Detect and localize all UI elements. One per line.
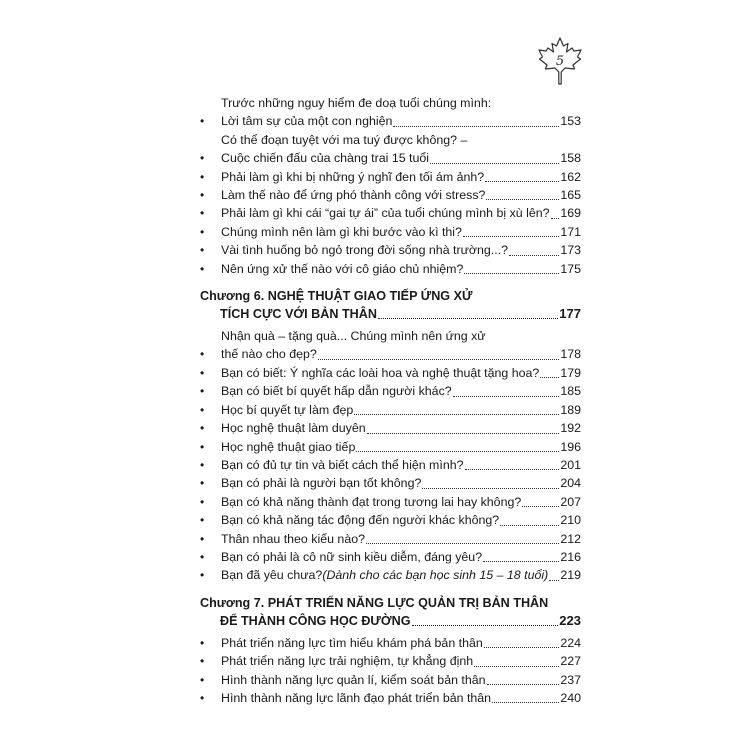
- entry-page-number: 171: [560, 224, 581, 239]
- entry-text: [221, 186, 581, 204]
- dot-leader: [393, 125, 559, 127]
- entry-text: [221, 168, 581, 186]
- toc-entry[interactable]: [200, 689, 581, 707]
- entry-page-number: 212: [560, 531, 581, 546]
- bullet-icon: •: [200, 531, 205, 546]
- entry-page-number: 219: [560, 568, 581, 583]
- chapter-title-line2: [200, 305, 581, 323]
- page-number: 5: [555, 54, 565, 69]
- entry-title: Vài tình huống bỏ ngỏ trong đời sống nhà trường...?: [221, 243, 509, 258]
- chapter-title-line2: [200, 612, 581, 630]
- chapter-heading[interactable]: [200, 287, 581, 323]
- dot-leader: [318, 358, 560, 360]
- entry-last-line: [221, 493, 581, 511]
- entry-page-number: 165: [560, 188, 581, 203]
- bullet-icon: •: [200, 513, 205, 528]
- dot-leader: [492, 701, 559, 703]
- entry-text: [221, 364, 581, 382]
- entry-title-line1: Nhận quà – tặng quà... Chúng mình nên ứng xử: [221, 329, 486, 344]
- entry-text: [221, 419, 581, 437]
- chapter-subtitle: TÍCH CỰC VỚI BẢN THÂN: [220, 307, 377, 322]
- entry-last-line: [221, 345, 581, 363]
- bullet-icon: •: [200, 690, 205, 705]
- entry-last-line: [221, 401, 581, 419]
- dot-leader: [485, 180, 559, 182]
- entry-text: [221, 223, 581, 241]
- entry-page-number: 207: [560, 494, 581, 509]
- toc-entry[interactable]: [200, 186, 581, 204]
- entry-last-line: [221, 223, 581, 241]
- chapter-page-number: 177: [559, 306, 581, 322]
- bullet-icon: •: [200, 224, 205, 239]
- entry-title: Làm thế nào để ứng phó thành công với stress?: [221, 188, 486, 203]
- dot-leader: [540, 376, 559, 378]
- toc-entry[interactable]: [200, 260, 581, 278]
- entry-title: Học nghệ thuật giao tiếp: [221, 439, 356, 454]
- toc-section: [200, 594, 581, 708]
- entry-text: [221, 634, 581, 652]
- entry-text: [221, 566, 581, 584]
- entry-last-line: [221, 204, 581, 222]
- entry-title: Hình thành năng lực lãnh đạo phát triển bản thân: [221, 690, 492, 705]
- toc-entry[interactable]: [200, 511, 581, 529]
- entry-last-line: [221, 456, 581, 474]
- entry-title: Nên ứng xử thế nào với cô giáo chủ nhiệm?: [221, 261, 464, 276]
- entry-title: Bạn có phải là người bạn tốt không?: [221, 476, 422, 491]
- dot-leader: [465, 468, 560, 470]
- entry-page-number: 169: [560, 206, 581, 221]
- entry-title: Phát triển năng lực trải nghiệm, tự khẳng định: [221, 654, 474, 669]
- chapter-title: Chương 7. PHÁT TRIỂN NĂNG LỰC QUẢN TRỊ BẢN THÂN: [200, 595, 549, 610]
- entry-title-line1: Trước những nguy hiểm đe doạ tuổi chúng mình:: [221, 96, 492, 110]
- entry-text: [221, 327, 581, 364]
- entry-title: Phải làm gì khi cái “gai tự ái” của tuổi chúng mình bị xù lên?: [221, 206, 550, 221]
- entry-title: Bạn có biết bí quyết hấp dẫn người khác?: [221, 384, 452, 399]
- bullet-icon: •: [200, 261, 205, 276]
- entry-title: Bạn có phải là cô nữ sinh kiều diễm, đáng yêu?: [221, 549, 483, 564]
- entry-last-line: [221, 149, 581, 167]
- dot-leader: [453, 395, 560, 397]
- toc-entry[interactable]: [200, 652, 581, 670]
- entry-last-line: [221, 419, 581, 437]
- entry-text: [221, 401, 581, 419]
- dot-leader: [356, 450, 559, 452]
- entry-text: [221, 493, 581, 511]
- entry-last-line: [221, 474, 581, 492]
- dot-leader: [378, 317, 558, 319]
- chapter-page-number: 223: [559, 612, 581, 628]
- entry-page-number: 175: [560, 261, 581, 276]
- dot-leader: [366, 542, 559, 544]
- bullet-icon: •: [200, 402, 205, 417]
- toc-entry[interactable]: [200, 382, 581, 400]
- entry-text: [221, 548, 581, 566]
- entry-page-number: 224: [560, 635, 581, 650]
- entry-text: [221, 94, 581, 131]
- entry-page-number: 178: [560, 347, 581, 362]
- bullet-icon: •: [200, 384, 205, 399]
- entry-title: Chúng mình nên làm gì khi bước vào kì thi?: [221, 224, 462, 239]
- entry-last-line: [221, 511, 581, 529]
- bullet-icon: •: [200, 188, 205, 203]
- dot-leader: [412, 624, 559, 626]
- dot-leader: [463, 235, 559, 237]
- bullet-icon: •: [200, 439, 205, 454]
- toc-entry[interactable]: [200, 456, 581, 474]
- toc-entry[interactable]: [200, 548, 581, 566]
- entry-last-line: [221, 186, 581, 204]
- bullet-icon: •: [200, 114, 205, 129]
- entry-text: [221, 260, 581, 278]
- entry-note: (Dành cho các bạn học sinh 15 – 18 tuổi): [322, 568, 549, 583]
- entry-last-line: [221, 652, 581, 670]
- dot-leader: [474, 665, 559, 667]
- bullet-icon: •: [200, 151, 205, 166]
- bullet-icon: •: [200, 347, 205, 362]
- dot-leader: [486, 198, 559, 200]
- bullet-icon: •: [200, 476, 205, 491]
- entry-title: Bạn có khả năng tác động đến người khác không?: [221, 513, 500, 528]
- bullet-icon: •: [200, 365, 205, 380]
- dot-leader: [354, 413, 559, 415]
- entry-title: Hình thành năng lực quản lí, kiểm soát bản thân: [221, 672, 486, 687]
- toc-entry[interactable]: [200, 634, 581, 652]
- toc-entry[interactable]: [200, 438, 581, 456]
- toc-entry[interactable]: [200, 493, 581, 511]
- entry-title: thế nào cho đẹp?: [221, 347, 317, 362]
- entry-title: Bạn đã yêu chưa?: [221, 568, 323, 583]
- dot-leader: [487, 683, 560, 685]
- entry-last-line: [221, 260, 581, 278]
- entry-page-number: 189: [560, 402, 581, 417]
- toc-entry[interactable]: [200, 223, 581, 241]
- entry-title: Lời tâm sự của một con nghiện: [221, 114, 393, 129]
- toc-entry[interactable]: [200, 327, 581, 364]
- entry-last-line: [221, 241, 581, 259]
- entry-text: [221, 652, 581, 670]
- entry-last-line: [221, 382, 581, 400]
- dot-leader: [549, 579, 559, 581]
- toc-section: [200, 287, 581, 585]
- toc-entry[interactable]: [200, 419, 581, 437]
- entry-page-number: 204: [560, 476, 581, 491]
- entry-title: Cuộc chiến đấu của chàng trai 15 tuổi: [221, 151, 430, 166]
- entry-title: Phát triển năng lực tìm hiểu khám phá bản thân: [221, 635, 483, 650]
- entry-last-line: [221, 566, 581, 584]
- entry-page-number: 153: [560, 114, 581, 129]
- toc-entry[interactable]: [200, 401, 581, 419]
- entry-last-line: [221, 671, 581, 689]
- entry-last-line: [221, 364, 581, 382]
- entry-text: [221, 530, 581, 548]
- dot-leader: [484, 646, 560, 648]
- entry-page-number: 158: [560, 151, 581, 166]
- entry-page-number: 196: [560, 439, 581, 454]
- entry-title: Bạn có đủ tự tin và biết cách thể hiện mình?: [221, 457, 464, 472]
- entry-page-number: 173: [560, 243, 581, 258]
- entry-last-line: [221, 548, 581, 566]
- toc-entry[interactable]: [200, 241, 581, 259]
- dot-leader: [551, 217, 560, 219]
- dot-leader: [367, 432, 560, 434]
- entry-last-line: [221, 530, 581, 548]
- bullet-icon: •: [200, 549, 205, 564]
- entry-page-number: 237: [560, 672, 581, 687]
- dot-leader: [422, 487, 559, 489]
- toc-section: [200, 94, 581, 278]
- dot-leader: [522, 505, 559, 507]
- entry-title-line1: Có thể đoạn tuyệt với ma tuý được không? –: [221, 132, 468, 147]
- entry-last-line: [221, 689, 581, 707]
- toc-entry[interactable]: [200, 671, 581, 689]
- entry-text: [221, 689, 581, 707]
- entry-title: Phải làm gì khi bị những ý nghĩ đen tối ám ảnh?: [221, 169, 485, 184]
- entry-title: Học nghệ thuật làm duyên: [221, 421, 366, 436]
- entry-page-number: 179: [560, 365, 581, 380]
- entry-page-number: 162: [560, 169, 581, 184]
- entry-title: Thân nhau theo kiểu nào?: [221, 531, 365, 546]
- entry-text: [221, 241, 581, 259]
- entry-text: [221, 671, 581, 689]
- entry-text: [221, 456, 581, 474]
- toc-entry[interactable]: [200, 530, 581, 548]
- entry-title: Bạn có khả năng thành đạt trong tương lai hay không?: [221, 494, 522, 509]
- entry-page-number: 216: [560, 549, 581, 564]
- entry-title: Học bí quyết tự làm đẹp: [221, 402, 354, 417]
- chapter-title: Chương 6. NGHỆ THUẬT GIAO TIẾP ỨNG XỬ: [200, 289, 473, 304]
- entry-last-line: [221, 438, 581, 456]
- dot-leader: [509, 254, 559, 256]
- toc-entry[interactable]: [200, 474, 581, 492]
- dot-leader: [483, 560, 559, 562]
- dot-leader: [464, 272, 559, 274]
- entry-page-number: 210: [560, 513, 581, 528]
- bullet-icon: •: [200, 169, 205, 184]
- entry-text: [221, 474, 581, 492]
- toc-entry[interactable]: [200, 364, 581, 382]
- entry-page-number: 201: [560, 457, 581, 472]
- dot-leader: [430, 162, 559, 164]
- entry-title: Bạn có biết: Ý nghĩa các loài hoa và nghệ thuật tặng hoa?: [221, 365, 540, 380]
- bullet-icon: •: [200, 672, 205, 687]
- toc-entry[interactable]: [200, 131, 581, 168]
- table-of-contents: [200, 94, 581, 707]
- bullet-icon: •: [200, 206, 205, 221]
- entry-page-number: 240: [560, 690, 581, 705]
- entry-text: [221, 438, 581, 456]
- entry-text: [221, 511, 581, 529]
- entry-page-number: 185: [560, 384, 581, 399]
- entry-text: [221, 131, 581, 168]
- entry-text: [221, 382, 581, 400]
- toc-entry[interactable]: [200, 168, 581, 186]
- bullet-icon: •: [200, 494, 205, 509]
- bullet-icon: •: [200, 457, 205, 472]
- toc-entry[interactable]: [200, 204, 581, 222]
- entry-last-line: [221, 168, 581, 186]
- entry-text: [221, 204, 581, 222]
- entry-last-line: [221, 634, 581, 652]
- entry-last-line: [221, 112, 581, 130]
- toc-entry[interactable]: [200, 566, 581, 584]
- toc-entry[interactable]: [200, 94, 581, 131]
- bullet-icon: •: [200, 654, 205, 669]
- bullet-icon: •: [200, 243, 205, 258]
- chapter-subtitle: ĐỂ THÀNH CÔNG HỌC ĐƯỜNG: [220, 613, 411, 628]
- bullet-icon: •: [200, 635, 205, 650]
- chapter-heading[interactable]: [200, 594, 581, 630]
- entry-page-number: 227: [560, 654, 581, 669]
- bullet-icon: •: [200, 421, 205, 436]
- dot-leader: [500, 524, 559, 526]
- entry-page-number: 192: [560, 421, 581, 436]
- bullet-icon: •: [200, 568, 205, 583]
- maple-leaf-page-marker: [537, 36, 583, 86]
